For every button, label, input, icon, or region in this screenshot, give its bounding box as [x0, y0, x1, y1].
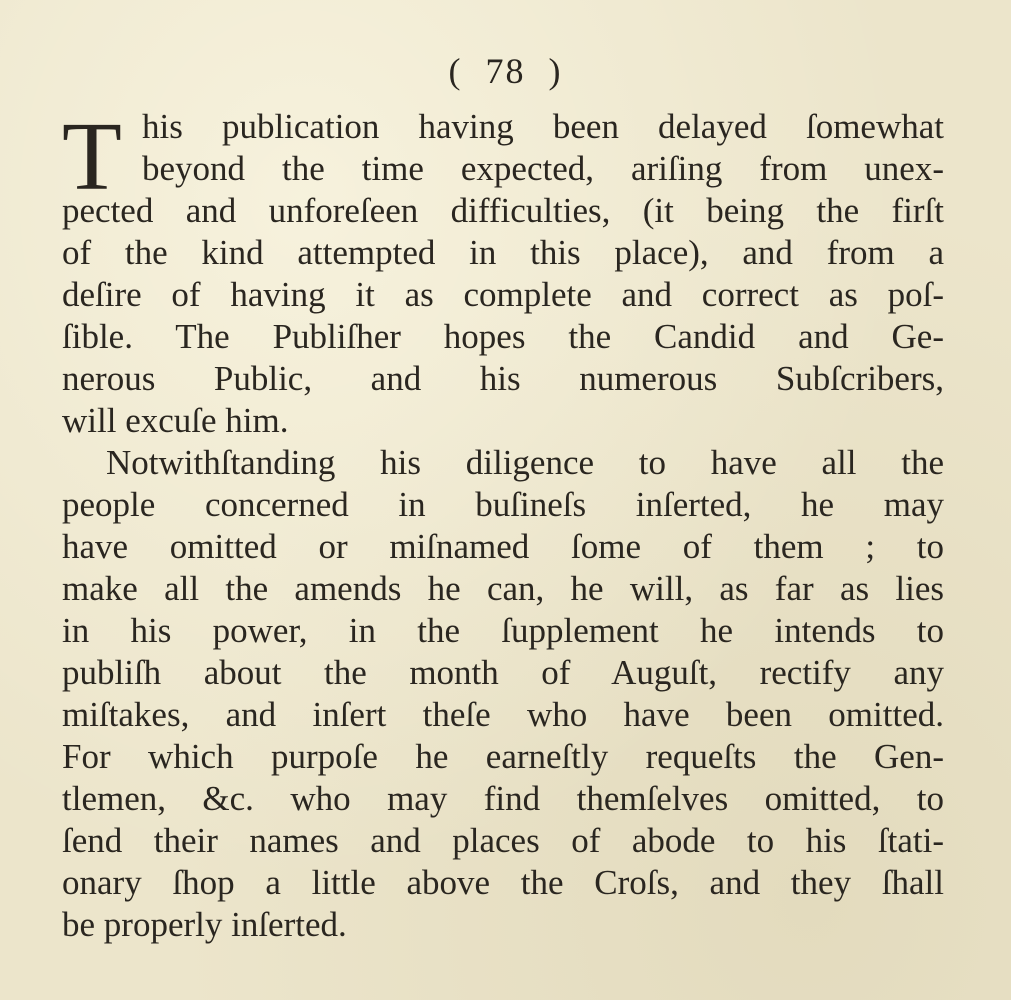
text-line: his publication having been delayed ſomewhat: [142, 107, 944, 146]
text-line: onary ſhop a little above the Croſs, and they ſhall: [62, 863, 944, 902]
page-number: ( 78 ): [448, 51, 563, 91]
text-line: ſible. The Publiſher hopes the Candid and Ge-: [62, 317, 944, 356]
text-line: make all the amends he can, he will, as far as lies: [62, 569, 944, 608]
text-line: of the kind attempted in this place), and from a: [62, 233, 944, 272]
text-line: in his power, in the ſupplement he intends to: [62, 611, 944, 650]
text-body: [62, 103, 944, 946]
text-line: publiſh about the month of Auguſt, rectify any: [62, 653, 944, 692]
text-line: be properly inſerted.: [62, 905, 347, 944]
drop-cap: T: [62, 103, 122, 211]
text-line: miſtakes, and inſert theſe who have been omitted.: [62, 695, 944, 734]
text-line: have omitted or miſnamed ſome of them ; to: [62, 527, 944, 566]
text-line: beyond the time expected, ariſing from unex-: [142, 149, 944, 188]
text-line: people concerned in buſineſs inſerted, he may: [62, 485, 944, 524]
text-line: pected and unforeſeen difficulties, (it being the firſt: [62, 191, 944, 230]
text-line: For which purpoſe he earneſtly requeſts the Gen-: [62, 737, 944, 776]
text-line: ſend their names and places of abode to his ſtati-: [62, 821, 944, 860]
text-line: Notwithſtanding his diligence to have all the: [106, 443, 944, 482]
text-line: deſire of having it as complete and correct as poſ-: [62, 275, 944, 314]
text-line: nerous Public, and his numerous Subſcribers,: [62, 359, 944, 398]
text-line: tlemen, &c. who may find themſelves omitted, to: [62, 779, 944, 818]
text-line: will excuſe him.: [62, 401, 289, 440]
